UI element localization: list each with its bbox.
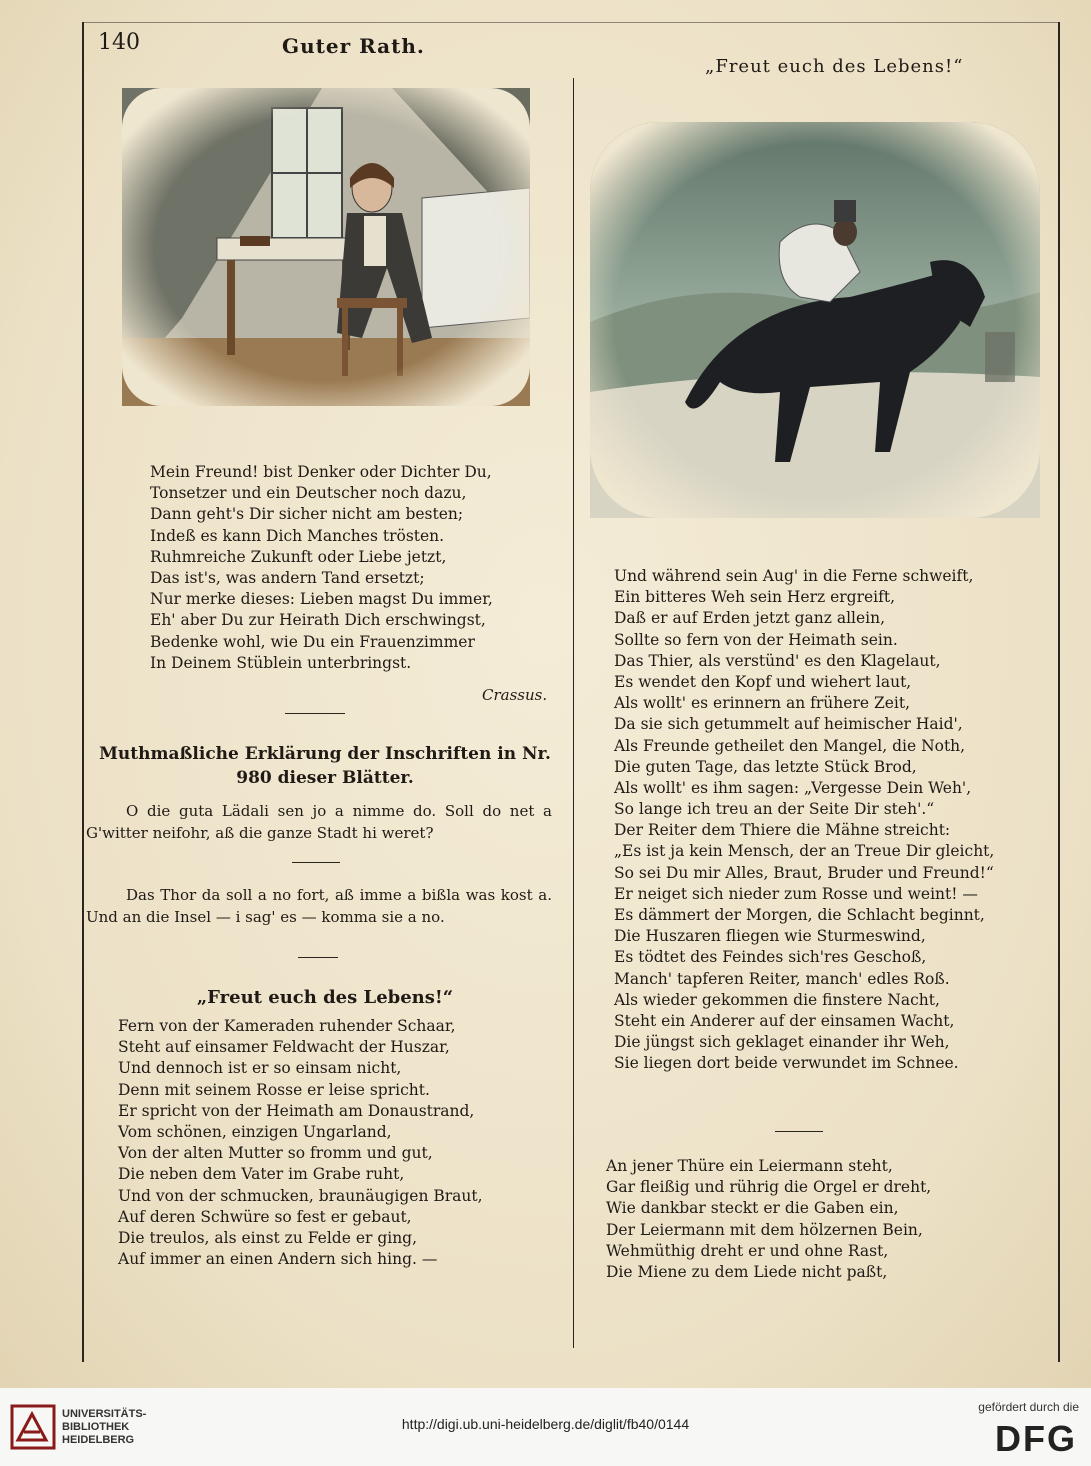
verse-line: Mein Freund! bist Denker oder Dichter Du, [150, 463, 492, 481]
poem-guter-rath [150, 462, 493, 674]
verse-line: Die neben dem Vater im Grabe ruht, [118, 1165, 405, 1184]
library-line-1: UNIVERSITÄTS- [62, 1408, 147, 1420]
poem-leiermann [606, 1156, 931, 1283]
verse-line: Und während sein Aug' in die Ferne schweift, [614, 567, 974, 585]
poem-freut-part1 [118, 1016, 483, 1270]
verse-line: Bedenke wohl, wie Du ein Frauenzimmer [150, 632, 475, 651]
dfg-logo: DFG [995, 1418, 1077, 1459]
verse-line: Eh' aber Du zur Heirath Dich erschwingst, [150, 611, 486, 630]
section-rule-4 [775, 1131, 823, 1132]
hussar-illustration [590, 122, 1040, 518]
para1-text: O die guta Lädali sen jo a nimme do. Soll do net a G'witter neifohr, aß die ganze Stadt hi weret? [86, 802, 552, 842]
verse-line: Tonsetzer und ein Deutscher noch dazu, [150, 484, 467, 503]
verse-line: Als Freunde getheilet den Mangel, die Noth, [614, 736, 966, 755]
section-rule [285, 713, 345, 714]
verse-line: Es dämmert der Morgen, die Schlacht beginnt, [614, 906, 985, 924]
verse-line: Von der alten Mutter so fromm und gut, [118, 1144, 433, 1163]
verse-line: Gar fleißig und rührig die Orgel er dreht, [606, 1178, 932, 1197]
verse-line: Auf deren Schwüre so fest er gebaut, [118, 1207, 412, 1226]
verse-line: Es wendet den Kopf und wiehert laut, [614, 672, 912, 691]
verse-line: Indeß es kann Dich Manches trösten. [150, 526, 445, 545]
verse-line: Und dennoch ist er so einsam nicht, [118, 1059, 402, 1078]
poem-freut-title: „Freut euch des Lebens!“ [196, 987, 454, 1008]
verse-line: Als wollt' es erinnern an frühere Zeit, [614, 694, 911, 713]
library-line-2: BIBLIOTHEK [62, 1421, 130, 1433]
poem-freut-part2 [614, 566, 994, 1075]
verse-line: Die Huszaren fliegen wie Sturmeswind, [614, 927, 926, 946]
poem-author: Crassus. [482, 686, 548, 704]
verse-line: Daß er auf Erden jetzt ganz allein, [614, 609, 886, 628]
funded-by-label: gefördert durch die [978, 1400, 1079, 1414]
verse-line: Sie liegen dort beide verwundet im Schnee. [614, 1054, 959, 1073]
verse-line: Ein bitteres Weh sein Herz ergreift, [614, 588, 896, 607]
verse-line: Er neiget sich nieder zum Rosse und weint! — [614, 884, 978, 903]
verse-line: Steht ein Anderer auf der einsamen Wacht, [614, 1011, 955, 1030]
para2-text: Das Thor da soll a no fort, aß imme a bißla was kost a. Und an die Insel — i sag' es — komma sie a no. [86, 886, 552, 926]
left-header-title: Guter Rath. [282, 34, 425, 58]
attic-illustration [122, 88, 530, 406]
library-line-3: HEIDELBERG [62, 1434, 135, 1446]
document-url[interactable]: http://digi.ub.uni-heidelberg.de/diglit/fb40/0144 [401, 1416, 690, 1432]
verse-line: Und von der schmucken, braunäugigen Braut, [118, 1186, 483, 1205]
verse-line: Die jüngst sich geklaget einander ihr Weh, [614, 1033, 950, 1052]
verse-line: Die guten Tage, das letzte Stück Brod, [614, 757, 917, 776]
verse-line: Auf immer an einen Andern sich hing. — [118, 1250, 438, 1269]
verse-line: Ruhmreiche Zukunft oder Liebe jetzt, [150, 547, 447, 566]
verse-line: So lange ich treu an der Seite Dir steh'.“ [614, 800, 935, 819]
verse-line: Steht auf einsamer Feldwacht der Huszar, [118, 1038, 450, 1057]
verse-line: Der Leiermann mit dem hölzernen Bein, [606, 1220, 923, 1239]
verse-line: Als wollt' es ihm sagen: „Vergesse Dein Weh', [614, 778, 972, 797]
verse-line: Das ist's, was andern Tand ersetzt; [150, 568, 425, 587]
right-header-title: „Freut euch des Lebens!“ [705, 56, 964, 77]
inscriptions-paragraph-2 [86, 884, 552, 928]
verse-line: Wie dankbar steckt er die Gaben ein, [606, 1199, 899, 1218]
verse-line: So sei Du mir Alles, Braut, Bruder und Freund!“ [614, 863, 994, 882]
page-number: 140 [98, 30, 140, 55]
verse-line: Nur merke dieses: Lieben magst Du immer, [150, 590, 493, 609]
top-border [82, 22, 1060, 23]
verse-line: Dann geht's Dir sicher nicht am besten; [150, 505, 464, 524]
verse-line: Die treulos, als einst zu Felde er ging, [118, 1228, 418, 1247]
verse-line: Sollte so fern von der Heimath sein. [614, 630, 898, 649]
verse-line: Denn mit seinem Rosse er leise spricht. [118, 1080, 430, 1099]
section-rule-3 [298, 957, 338, 958]
verse-line: Fern von der Kameraden ruhender Schaar, [118, 1017, 456, 1035]
inscriptions-paragraph-1 [86, 800, 552, 844]
verse-line: Er spricht von der Heimath am Donaustrand, [118, 1101, 475, 1120]
verse-line: Als wieder gekommen die finstere Nacht, [614, 990, 940, 1009]
verse-line: Manch' tapferen Reiter, manch' edles Roß. [614, 969, 950, 988]
verse-line: An jener Thüre ein Leiermann steht, [606, 1157, 893, 1175]
verse-line: Die Miene zu dem Liede nicht paßt, [606, 1262, 888, 1281]
left-border [82, 22, 84, 1362]
verse-line: In Deinem Stüblein unterbringst. [150, 653, 412, 672]
section-rule-2 [292, 862, 340, 863]
right-border [1058, 22, 1060, 1362]
inscriptions-heading: Muthmaßliche Erklärung der Inschriften in Nr. 980 dieser Blätter. [99, 744, 551, 788]
verse-line: Der Reiter dem Thiere die Mähne streicht: [614, 821, 951, 840]
column-divider [573, 78, 574, 1348]
verse-line: Da sie sich getummelt auf heimischer Haid', [614, 715, 963, 734]
verse-line: Das Thier, als verstünd' es den Klagelaut, [614, 651, 941, 670]
verse-line: Es tödtet des Feindes sich'res Geschoß, [614, 948, 927, 967]
verse-line: Wehmüthig dreht er und ohne Rast, [606, 1241, 889, 1260]
verse-line: Vom schönen, einzigen Ungarland, [118, 1122, 392, 1141]
library-footer [0, 1388, 1091, 1466]
verse-line: „Es ist ja kein Mensch, der an Treue Dir gleicht, [614, 842, 995, 861]
